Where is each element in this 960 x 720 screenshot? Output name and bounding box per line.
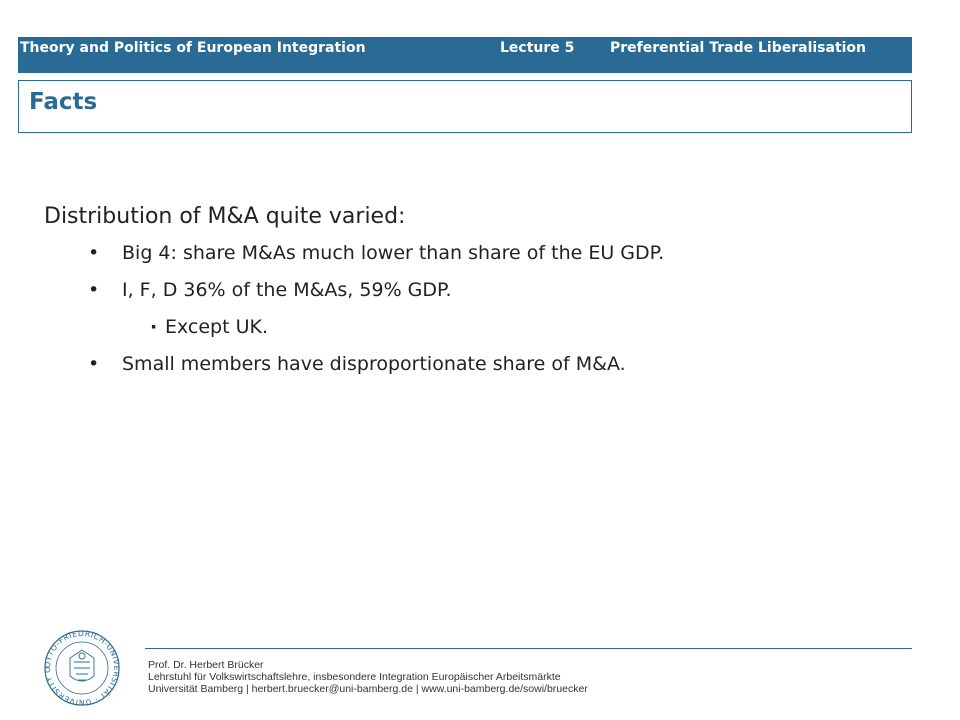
svg-text:OTTO-FRIEDRICH-UNIVERSITÄT · U: OTTO-FRIEDRICH-UNIVERSITÄT · UNIVERSITY O xyxy=(42,628,122,708)
slide-title: Facts xyxy=(29,89,98,115)
course-title: Theory and Politics of European Integration xyxy=(20,40,366,56)
sub-bullet-item: · Except UK. xyxy=(44,315,904,339)
university-seal-logo xyxy=(34,628,130,708)
lecture-number: Lecture 5 xyxy=(500,40,575,56)
footer-contact: Universität Bamberg | herbert.bruecker@uni-bamberg.de | www.uni-bamberg.de/sowi/bruecker xyxy=(148,683,588,695)
header-bar xyxy=(18,37,912,73)
bullet-item: • Big 4: share M&As much lower than share of the EU GDP. xyxy=(44,241,904,265)
slide-content xyxy=(44,204,904,389)
bullet-list xyxy=(44,241,904,376)
footer-name: Prof. Dr. Herbert Brücker xyxy=(148,659,264,671)
lead-text: Distribution of M&A quite varied: xyxy=(44,204,406,229)
footer xyxy=(148,659,588,695)
slide-title-box xyxy=(18,80,912,133)
lecture-topic: Preferential Trade Liberalisation xyxy=(610,40,867,56)
bullet-item: • Small members have disproportionate share of M&A. xyxy=(44,352,904,376)
footer-chair: Lehrstuhl für Volkswirtschaftslehre, insbesondere Integration Europäischer Arbeitsmärkte xyxy=(148,671,561,683)
bullet-item: • I, F, D 36% of the M&As, 59% GDP. xyxy=(44,278,904,302)
footer-divider xyxy=(145,648,912,649)
